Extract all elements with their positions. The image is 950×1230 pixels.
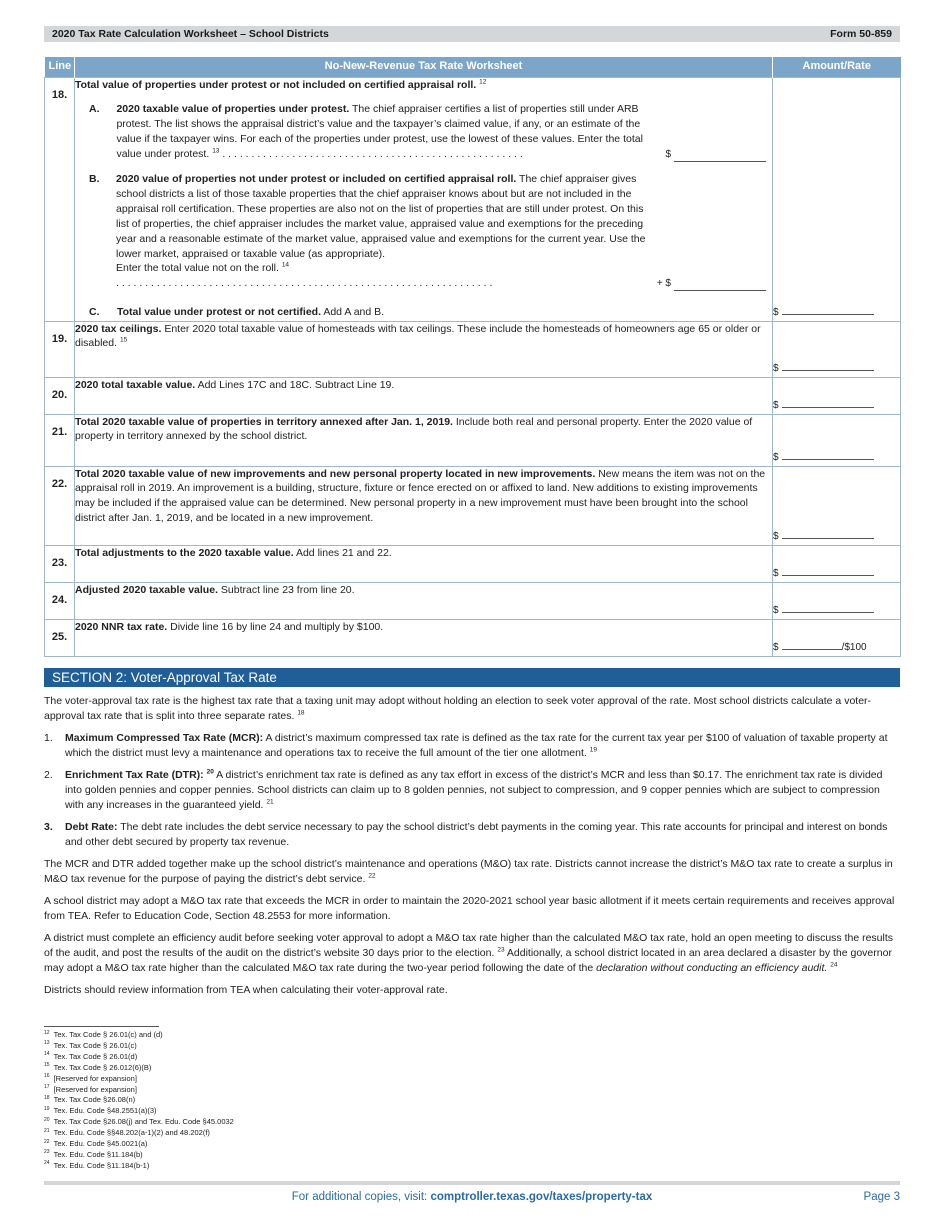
line-title: 2020 total taxable value. (75, 378, 196, 391)
paragraph (44, 931, 900, 976)
footnote: $^{18}$ Tex. Tax Code §26.08(n) (44, 1094, 136, 1105)
plus-dollar-sign: + $ (656, 278, 671, 290)
footnote: $^{21}$ Tex. Edu. Code §§48.202(a-1)(2) and 48.202(f) (44, 1127, 210, 1138)
subline-title: 2020 taxable value of properties under protest. (116, 103, 350, 116)
line-number: 23. (45, 545, 75, 582)
table-row (45, 377, 901, 414)
page-footer (44, 1189, 900, 1205)
dollar-sign: $ (773, 568, 779, 580)
subline-text-last: Enter the total value not on the roll. (116, 262, 279, 275)
line-text: New means the item was not on the appraisal roll in 2019. An improvement is a building, structure, fixture or fence erected on or affixed to land. New additions to existing improvements may be included if the appraised value can be determined. New personal property in a new improvement must have been brought into the school district after Jan. 1, 2019, and be located in a new improvement. (75, 467, 766, 525)
list-number: 1. (44, 732, 53, 744)
line-title: Total 2020 taxable value of new improvements and new personal property located in new improvements. (75, 467, 596, 480)
footnote-ref: 14 (281, 261, 290, 269)
line-number: 18. (45, 77, 75, 321)
line-description (75, 619, 773, 656)
amount-cell (773, 582, 901, 619)
footnote: $^{16}$ [Reserved for expansion] (44, 1073, 137, 1083)
line-number: 19. (45, 321, 75, 377)
paragraph-text: A district must complete an efficiency audit before seeking voter approval to adopt a M&O tax rate higher than the calculated M&O tax rate, hold an open meeting to discuss the results of the audit, and post the results of the audit on the district’s website 30 days prior to the election. (44, 932, 894, 959)
header-bar (44, 26, 900, 42)
line-number: 24. (45, 582, 75, 619)
line-text: Add lines 21 and 22. (295, 546, 392, 559)
line-title: 2020 NNR tax rate. (75, 620, 168, 633)
subline-letter: A. (89, 103, 100, 116)
table-row (45, 466, 901, 545)
footnote-ref: 18 (297, 709, 305, 717)
footnote-ref: 23 (497, 946, 505, 954)
footnote-ref: 13 (212, 147, 220, 155)
paragraph (44, 983, 900, 998)
amount-field-23[interactable] (782, 566, 874, 576)
list-item-text: The debt rate includes the debt service necessary to pay the school district’s debt payments in the coming year. This rate accounts for principal and interest on bonds and other debt secured by property tax revenue. (65, 821, 888, 848)
list-item-title: Enrichment Tax Rate (DTR): (65, 769, 204, 781)
amount-cell (773, 619, 901, 656)
list-number: 3. (44, 821, 53, 833)
subline-letter: C. (89, 306, 100, 319)
line-description (75, 414, 773, 466)
amount-field-24[interactable] (782, 603, 874, 613)
list-item-title: Maximum Compressed Tax Rate (MCR): (65, 732, 264, 744)
subline-text: The chief appraiser certifies a list of properties still under ARB protest. The list shows the appraisal district’s value and the taxpayer’s claimed value, if any, or an estimate of the value if the taxpayer wins. For each of the properties under protest, use the lowest of these values. Enter the total value under protest. (116, 103, 643, 161)
subline-letter: B. (89, 173, 100, 186)
amount-cell (773, 414, 901, 466)
footnote-ref: 15 (119, 336, 128, 344)
section-intro (44, 694, 900, 724)
amount-cell (773, 466, 901, 545)
footnote: $^{13}$ Tex. Tax Code § 26.01(c) (44, 1040, 137, 1050)
line-number: 20. (45, 377, 75, 414)
list-item-title: Debt Rate: (65, 821, 118, 833)
footer-prefix: For additional copies, visit: (291, 1191, 428, 1203)
footnote-ref: 20 (206, 768, 214, 776)
line-text: Divide line 16 by line 24 and multiply by $100. (170, 620, 384, 633)
line-number: 22. (45, 466, 75, 545)
nnr-worksheet-table (44, 57, 901, 657)
list-item (44, 731, 900, 761)
line-description (75, 321, 773, 377)
footnote: $^{23}$ Tex. Edu. Code §11.184(b) (44, 1149, 143, 1159)
table-row (45, 414, 901, 466)
amount-field-20[interactable] (782, 398, 874, 408)
subline-title: 2020 value of properties not under protest or included on certified appraisal roll. (116, 173, 517, 186)
footer-link[interactable]: comptroller.texas.gov/taxes/property-tax (430, 1191, 653, 1203)
subline-a (75, 102, 772, 162)
footnote: $^{20}$ Tex. Tax Code §26.08(j) and Tex. Edu. Code §45.0032 (44, 1116, 234, 1127)
line-title: Total adjustments to the 2020 taxable value. (75, 546, 294, 559)
list-item-text: A district’s enrichment tax rate is defined as any tax effort in excess of the district’s MCR and less than $0.17. The enrichment tax rate is divided into golden pennies and copper pennies. School districts can claim up to 8 golden pennies, not subject to compression, and 9 copper pennies which are subject to compression with any increases in the guaranteed yield. (65, 769, 883, 811)
section-2-heading: SECTION 2: Voter-Approval Tax Rate (44, 668, 900, 687)
col-worksheet-header: No-New-Revenue Tax Rate Worksheet (75, 57, 773, 77)
subline-b (75, 172, 772, 291)
amount-field-18c[interactable] (782, 305, 874, 315)
list-item (44, 768, 900, 813)
section-2-body (44, 694, 900, 1005)
line-description (75, 545, 773, 582)
line-number: 21. (45, 414, 75, 466)
table-row (45, 582, 901, 619)
footer-rule (44, 1181, 900, 1185)
dollar-sign: $ (773, 363, 779, 375)
subline-text: The chief appraiser gives school districts a list of those taxable properties that the chief appraiser knows about but are not included in the appraisal roll certification. These properties are also not on the list of properties that are still under protest. On this list of properties, the chief appraiser includes the market value, appraised value and exemptions for the preceding year and a reasonable estimate of the market value, appraised value and exemptions for the current year. Use the lower market, appraised or taxable value (as appropriate). (116, 173, 646, 260)
list-number: 2. (44, 769, 53, 781)
paragraph-text: A school district may adopt a M&O tax rate that exceeds the MCR in order to maintain the 2020-2021 school year basic allotment if it meets certain requirements and receives approval from TEA. Refer to Education Code, Section 48.2553 for more information. (44, 895, 895, 922)
footnote: $^{15}$ Tex. Tax Code § 26.012(6)(B) (44, 1062, 152, 1072)
table-row (45, 545, 901, 582)
line-text: Subtract line 23 from line 20. (220, 583, 355, 596)
form-title: 2020 Tax Rate Calculation Worksheet – School Districts (52, 27, 329, 40)
footnote-ref: 19 (589, 746, 597, 754)
col-amount-header: Amount/Rate (773, 57, 901, 77)
amount-field-18a[interactable] (674, 152, 766, 162)
footnote: $^{12}$ Tex. Tax Code § 26.01(c) and (d) (44, 1029, 163, 1039)
line-text: Add Lines 17C and 18C. Subtract Line 19. (197, 378, 395, 391)
subline-amount (657, 172, 772, 291)
footnote-ref: 24 (830, 961, 838, 969)
line-number: 25. (45, 619, 75, 656)
table-row (45, 321, 901, 377)
line-description (75, 377, 773, 414)
footnotes (44, 1030, 234, 1172)
dollar-sign: $ (773, 642, 779, 654)
line-text: Enter 2020 total taxable value of homesteads with tax ceilings. These include the homesteads of homeowners age 65 or older or disabled. (75, 322, 761, 350)
paragraph-text: Additionally, a school district located in an area declared a disaster by the governor may adopt a M&O tax rate higher than the calculated M&O tax rate during the two-year period following the date of the (44, 947, 892, 974)
amount-field-18b[interactable] (674, 281, 766, 291)
amount-field-19[interactable] (782, 361, 874, 371)
subline-text: Add A and B. (323, 306, 385, 319)
paragraph (44, 894, 900, 924)
footnote: $^{19}$ Tex. Edu. Code §48.2551(a)(3) (44, 1105, 157, 1116)
line-title: 2020 tax ceilings. (75, 322, 162, 335)
line-description (75, 77, 773, 321)
intro-text: The voter-approval tax rate is the highest tax rate that a taxing unit may adopt without holding an election to seek voter approval of the rate. Most school districts calculate a voter-approval tax rate that is split into three separate rates. (44, 695, 872, 722)
dollar-sign: $ (773, 307, 779, 319)
dollar-sign: $ (665, 148, 671, 160)
amount-field-25[interactable] (782, 640, 842, 650)
line-description (75, 466, 773, 545)
dollar-sign: $ (773, 400, 779, 412)
dollar-sign: $ (773, 605, 779, 617)
amount-cell (773, 545, 901, 582)
amount-cell (773, 321, 901, 377)
form-number: Form 50-859 (830, 27, 892, 40)
amount-field-22[interactable] (782, 529, 874, 539)
dot-leader: . . . . . . . . . . . . . . . . . . . . . . . . . . . . . . . . . . . . . . . . . . . . . . . . . . . . . . . . . . . . . . . . . (116, 277, 493, 290)
page-number: Page 3 (863, 1191, 900, 1203)
per-100-unit: /$100 (841, 642, 867, 654)
line-title: Total 2020 taxable value of properties in territory annexed after Jan. 1, 2019. (75, 415, 453, 428)
footnote-ref: 22 (368, 872, 376, 880)
amount-field-21[interactable] (782, 450, 874, 460)
list-item (44, 820, 900, 850)
paragraph-italic: declaration without conducting an efficiency audit. (596, 962, 828, 974)
footnote: $^{17}$ [Reserved for expansion] (44, 1084, 137, 1094)
subline-amount (665, 102, 772, 162)
amount-cell (773, 377, 901, 414)
paragraph-text: Districts should review information from TEA when calculating their voter-approval rate. (44, 984, 448, 996)
col-line-header: Line (45, 57, 75, 77)
dot-leader: . . . . . . . . . . . . . . . . . . . . . . . . . . . . . . . . . . . . . . . . . . . . . . . . . . . . (222, 148, 523, 161)
list-item-text: A district’s maximum compressed tax rate is defined as the tax rate for the current tax year per $100 of valuation of taxable property at which the district must levy a maintenance and operations tax to receive the full amount of the tier one allotment. (65, 732, 888, 759)
line-title: Total value of properties under protest or not included on certified appraisal roll. (75, 78, 477, 91)
line-title: Adjusted 2020 taxable value. (75, 583, 218, 596)
footnote-ref: 21 (266, 798, 274, 806)
table-row (45, 77, 901, 321)
footnote-ref: 12 (479, 78, 487, 85)
subline-title: Total value under protest or not certified. (117, 306, 321, 319)
footnote-divider (44, 1026, 159, 1027)
table-row (45, 619, 901, 656)
paragraph (44, 857, 900, 887)
table-header-row (45, 57, 901, 77)
paragraph-text: The MCR and DTR added together make up the school district’s maintenance and operations (M&O) tax rate. Districts cannot increase the district’s M&O tax rate to create a surplus in M&O tax revenue for the purpose of paying the district’s debt service. (44, 858, 893, 885)
dollar-sign: $ (773, 531, 779, 543)
amount-cell (773, 77, 901, 321)
dollar-sign: $ (773, 452, 779, 464)
footnote: $^{22}$ Tex. Edu. Code §45.0021(a) (44, 1138, 148, 1149)
line-text: Include both real and personal property. Enter the 2020 value of property in territory annexed by the school district. (75, 415, 753, 443)
footnote: $^{24}$ Tex. Edu. Code §11.184(b-1) (44, 1160, 150, 1170)
line-description (75, 582, 773, 619)
footnote: $^{14}$ Tex. Tax Code § 26.01(d) (44, 1051, 138, 1061)
subline-c (75, 305, 772, 320)
